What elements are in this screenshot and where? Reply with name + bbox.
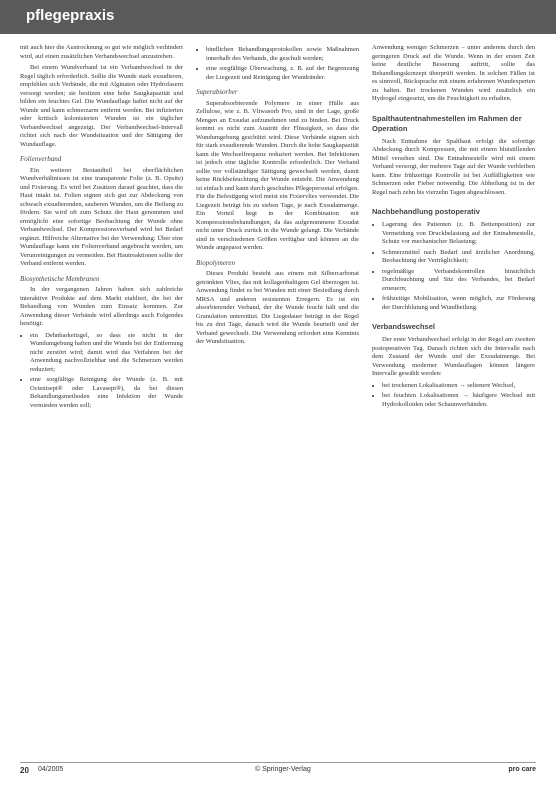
section-heading-spalthaut: Spalthautentnahmestellen im Rahmen der Operation — [372, 113, 522, 133]
list-item: • eine sorgfältige Reinigung der Wunde (z. B. mit Octenisept® oder Lavasept®), da bei diesen Behandlungsmethoden eine Infektion der Wunde vermieden werden soll; — [30, 376, 183, 410]
bullet-list — [372, 221, 535, 312]
header-bar — [0, 0, 556, 34]
list-item: • regelmäßige Verbandskontrollen hinsichtlich Durchfeuchtung und Sitz des Verbandes, bei Bedarf erneuern; — [382, 268, 535, 294]
list-item: • eine sorgfältige Überwachung, z. B. auf der Begrenzung der Liegezeit und Reinigung der Wundränder. — [206, 65, 359, 82]
text-column-left — [20, 44, 183, 754]
list-item: • ein Dehnbarkeitsgel, so dass sie nicht in der Wundumgebung haften und die Wunde bei der Entfernung nicht zerstört wird; damit wird das Verfahren bei der Anwendung nachvollziehbar und die Schmerzen werden reduziert; — [30, 332, 183, 375]
paragraph: Nach Entnahme der Spalthaut erfolgt die sofortige Abdeckung durch Kompressen, die mit einem blutstillenden Mittel versehen sind. Die Entnahmestelle wird mit einem Verband versorgt, der mehrere Tage auf der Wunde verbleiben kann. Eine frühzeitige Kontrolle ist bei Auffälligkeiten wie Schmerzen oder Fieber notwendig. Die Abheilung ist in der Regel nach zehn bis vierzehn Tagen abgeschlossen. — [372, 137, 535, 196]
paragraph: Der erste Verbandwechsel erfolgt in der Regel am zweiten postoperativen Tag. Danach richten sich die Intervalle nach dem Zustand der Wunde und der Exsudatmenge. Bei Verwendung moderner Wundauflagen können längere Intervalle gewählt werden: — [372, 336, 535, 377]
bullet-list — [20, 332, 183, 411]
subheading-superabsorber: Superabsorber — [196, 88, 238, 96]
paragraph: Bei einem Wundverband ist ein Verbandwechsel in der Regel täglich erforderlich. Sollte die Wunde stark exsudieren, empfehlen sich Verbände, die mit Alginaten oder Hydrofasern versorgt werden; sie besitzen eine hohe Saugkapazität und bilden ein feuchtes Gel. Die Wundauflage haftet nicht auf der Wunde und kann schmerzarm entfernt werden. Bei infizierten oder kritisch kolonisierten Wunden ist ein täglicher Verbandwechsel angezeigt. Der Verbandwechsel-Intervall richtet sich nach der Wundsituation und der Sättigung der Wundauflage. — [20, 64, 183, 148]
subheading-membranen: Biosynthetische Membranen — [20, 274, 100, 283]
list-item: • frühzeitige Mobilisation, wenn möglich, zur Förderung der Durchblutung und Wundheilung. — [382, 295, 535, 312]
journal-name: pro care — [508, 766, 536, 773]
subheading-biopolymeren: Biopolymeren — [196, 258, 236, 267]
publisher-label: © Springer-Verlag — [255, 766, 311, 773]
section-heading-verbandswechsel: Verbandswechsel — [372, 322, 435, 331]
list-item: • bei trockenen Lokalisationen → seltenere Wechsel, — [382, 382, 535, 391]
bullet-list — [372, 382, 535, 410]
list-item: • Schmerzmittel nach Bedarf und ärztlicher Anordnung, Beobachtung der Verträglichkeit; — [382, 249, 535, 266]
paragraph: Anwendung weniger Schmerzen – unter anderem durch den geringeren Druck auf die Wunde. Wenn in der ersten Zeit keine deutliche Besserung auftritt, sollte das Behandlungskonzept überprüft werden. In solchen Fällen ist es sinnvoll, Rücksprache mit einem erfahrenen Wundexperten zu halten. Bei trockenen Wunden wird zusätzlich ein Hydrogel eingesetzt, um die Feuchtigkeit zu erhalten. — [372, 44, 535, 102]
text-column-right — [372, 44, 535, 754]
bullet-list — [196, 46, 359, 82]
section-title: pflegepraxis — [26, 7, 115, 24]
subheading-folienverband: Folienverband — [20, 155, 62, 163]
paragraph: mit auch hier die Austrocknung so gut wie möglich verhindert wird, auf einen zusätzlichen Verbandswechsel anzustreben. — [20, 44, 183, 60]
paragraph: Superabsorbierende Polymere in einer Hülle aus Zellulose, wie z. B. Vliwasorb Pro, sind in der Lage, große Mengen an Exsudat aufzunehmen und zu binden. Bei Druck kommt es nicht zum Austritt der Flüssigkeit, so dass die Wundumgebung geschützt wird. Diese Verbände eignen sich für stark exsudierende Wunden. Durch die hohe Saugkapazität kann die Wechselfrequenz reduziert werden. Bei Infektionen ist jedoch eine tägliche Kontrolle erforderlich. Der Verband sollte vor vollständiger Sättigung gewechselt werden, damit keine Rückbefeuchtung der Wunde entsteht. Die Anwendung ist einfach und kann durch geschultes Pflegepersonal erfolgen. Für die Befestigung wird meist ein Fixiervlies verwendet. Die Liegezeit beträgt bis zu sieben Tage, je nach Exsudatmenge. Ein Vorteil liegt in der Kombination mit Kompressionsbehandlungen, da das aufgenommene Exsudat nicht unter Druck zurück in die Wunde gelangt. Die Verbände sind in verschiedenen Größen verfügbar und können an die Wunde angepasst werden. — [196, 99, 359, 251]
footer-divider — [20, 762, 536, 763]
text-column-middle — [196, 44, 359, 754]
section-heading-nachbehandlung: Nachbehandlung postoperativ — [372, 207, 480, 216]
paragraph: Dieses Produkt besteht aus einem mit Silbercarbonat getränkten Vlies, das mit kollagenhaltigem Gel überzogen ist. Anwendung findet es bei Wunden mit einer Besiedlung durch MRSA und anderen resistenten Erregern. Es ist ein absorbierender Verband, der die Wunde feucht hält und die Granulation unterstützt. Die Liegedauer beträgt in der Regel bis zu drei Tage, danach wird die Wunde beurteilt und der Verband gewechselt. Die Verwendung erfordert eine Kenntnis der Wundsituation. — [196, 270, 359, 345]
page-number: 20 — [20, 766, 29, 775]
paragraph: In der vergangenen Jahren haben sich zahlreiche interaktive Produkte auf dem Markt etabliert, die bei der Behandlung von Wunden zum Einsatz kommen. Zur Anwendung dieser Verbände wird allerdings auch Folgendes benötigt: — [20, 286, 183, 327]
list-item: • bei feuchten Lokalisationen → häufigere Wechsel mit Hydrokolloiden oder Schaumverbänden. — [382, 392, 535, 409]
paragraph: Ein weiterer Bestandteil bei oberflächlichen Wundverhältnissen ist eine transparente Folie (z. B. Opsite) und Fixierung. Es wird bei Zusätzen darauf geachtet, dass die Haut intakt ist. Folien eignen sich gut zur Abdeckung von schwach exsudierenden, sauberen Wunden, um die Heilung zu fördern. Sie wird oft zum Schutz der Haut genommen und ermöglicht eine sofortige Beobachtung der Wunde ohne Verbandwechsel. Der Kompressionsverband wird bei Bedarf ergänzt. Hilfreiche Alternative bei der Verwendung: Über eine Wundauflage kann ein Folienverband angebracht werden, um Verunreinigungen zu vermeiden. Bei Hautreaktionen sollte der Verband entfernt werden. — [20, 166, 183, 267]
list-item: • Lagerung des Patienten (z. B. Bettenposition) zur Vermeidung von Druckbelastung auf der Entnahmestelle, Schutz vor mechanischer Belastung; — [382, 221, 535, 247]
issue-label: 04/2005 — [38, 766, 64, 773]
list-item: • bindlichen Behandlungsprotokollen sowie Maßnahmen innerhalb des Verbands, die geschult werden; — [206, 46, 359, 63]
